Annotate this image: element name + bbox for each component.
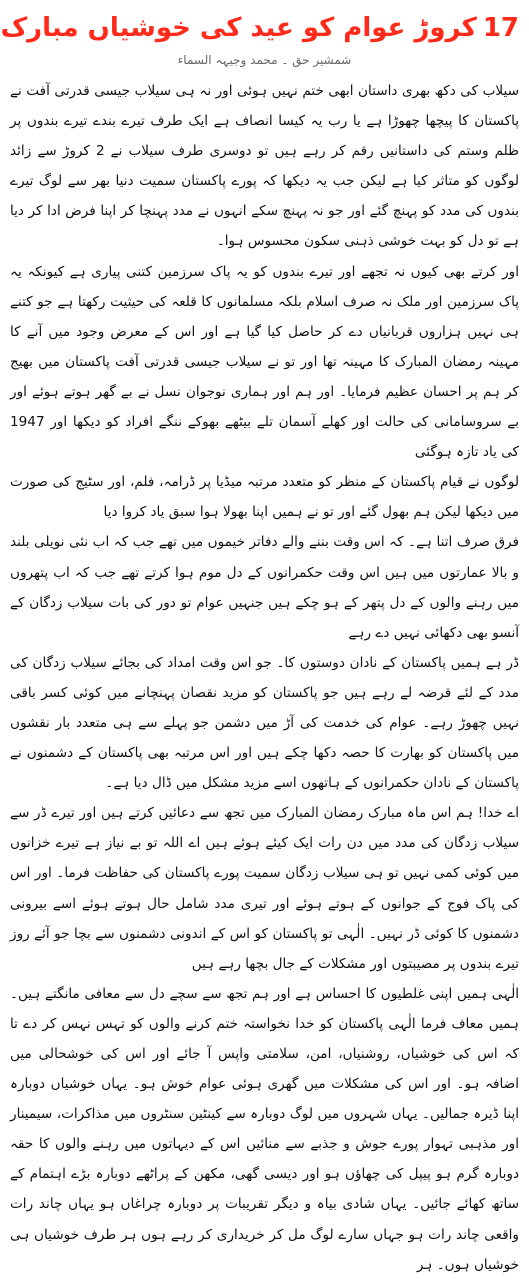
paragraph: فرق صرف اتنا ہے۔ کہ اس وقت بننے والے دفاتر خیموں میں تھے جب کہ اب نئی نویلی بلند و بالا عمارتوں میں ہیں اس وقت حکمرانوں کے دل موم ہوا کرتے تھے جب کہ اب پتھروں میں رہنے والوں کے دل پتھر کے ہو چکے ہیں جنہیں عوام تو دور کی بات سیلاب زدگان کے آنسو بھی دکھائی نہیں دے رہے xyxy=(10,534,519,641)
article-title xyxy=(0,8,519,48)
title-number: 17 xyxy=(482,13,519,43)
paragraph: ڈر ہے ہمیں پاکستان کے نادان دوستوں کا۔ جو اس وقت امداد کی بجائے سیلاب زدگان کی مدد کے لئے قرضہ لے رہے ہیں جو پاکستان کو مزید نقصان پہنچانے میں کوئی کسر باقی نہیں چھوڑ رہے۔ عوام کی خدمت کی آڑ میں دشمن جو پہلے سے ہی متعدد بار نقشوں میں پاکستان کو بھارت کا حصہ دکھا چکے ہیں اور اس مرتبہ بھی پاکستان کے دشمنوں نے پاکستان کے نادان حکمرانوں کے ہاتھوں اسے مزید مشکل میں ڈال دیا ہے۔ xyxy=(10,654,519,792)
title-text: کروڑ عوام کو عید کی خوشیاں مبارک xyxy=(0,13,477,43)
paragraph: الٰہی ہمیں اپنی غلطیوں کا احساس ہے اور ہم تجھ سے سچے دل سے معافی مانگتے ہیں۔ ہمیں معاف فرما الٰہی پاکستان کو خدا نخواستہ ختم کرنے والوں کو تہس نہس کر دے تا کہ اس کی خوشیاں، روشنیاں، امن، سلامتی واپس آ جائے اور اس کی خوشحالی میں اضافہ ہو۔ اور اس کی مشکلات میں گھری ہوئی عوام خوش ہو۔ یہاں خوشیاں دوبارہ اپنا ڈیرہ جمالیں۔ یہاں شہروں میں لوگ دوبارہ سے کینٹین سنٹروں میں مذاکرات، سیمینار اور مذہبی تہوار پورے جوش و جذبے سے منائیں اس کے دیہاتوں میں رہنے والوں کا حقہ دوبارہ گرم ہو پیپل کی چھاؤں ہو اور دیسی گھی، مکھن کے پراٹھے دوبارہ بڑے اہتمام کے ساتھ کھائے جائیں۔ یہاں شادی بیاہ و دیگر تقریبات پر دوبارہ چراغاں ہو یہاں چاند رات واقعی چاند رات ہو جہاں سارے لوگ مل کر خریداری کر رہے ہوں ہر طرف خوشیاں ہی خوشیاں ہوں۔ ہر xyxy=(10,985,519,1273)
article-body xyxy=(10,76,519,1280)
paragraph: اور کرتے بھی کیوں نہ تجھے اور تیرے بندوں کو یہ پاک سرزمین کتنی پیاری ہے کیونکہ یہ پاک سرزمین اور ملک نہ صرف اسلام بلکہ مسلمانوں کا قلعہ کی حیثیت رکھتا ہے جو کتنے ہی نہیں ہزاروں قربانیاں دے کر حاصل کیا گیا ہے اور اس کے معرض وجود میں آنے کا مہینہ رمضان المبارک کا مہینہ تھا اور تو نے سیلاب جیسی قدرتی آفت پاکستان میں بھیج کر ہم پر احسان عظیم فرمایا۔ اور ہم اور ہماری نوجوان نسل نے بے گھر ہوتے ہوئے اور بے سروسامانی کی حالت اور کھلے آسمان تلے بیٹھے بھوکے ننگے افراد کو دیکھا اور 1947 کی یاد تازہ ہوگئی xyxy=(10,263,519,461)
paragraph: سیلاب کی دکھ بھری داستان ابھی ختم نہیں ہوئی اور نہ ہی سیلاب جیسی قدرتی آفت نے پاکستان کا پیچھا چھوڑا ہے یا رب یہ کیسا انصاف ہے ایک طرف تیرے بندے تیرے بندوں پر ظلم وستم کی داستانیں رقم کر رہے ہیں تو دوسری طرف سیلاب نے 2 کروڑ سے زائد لوگوں کو متاثر کیا ہے لیکن جب یہ دیکھا کہ پورے پاکستان سمیت دنیا بھر سے لوگ تیرے بندوں کی مدد کو پہنچ گئے اور جو نہ پہنچ سکے انہوں نے مدد پہنچا کر اپنا فرض ادا کر دیا ہے تو دل کو بہت خوشی ذہنی سکون محسوس ہوا۔ xyxy=(10,83,519,250)
author-byline: شمشیر حق ۔ محمد وجیہہ السماء xyxy=(177,53,352,67)
paragraph: اے خدا! ہم اس ماہ مبارک رمضان المبارک میں تجھ سے دعائیں کرتے ہیں اور تیرے ڈر سے سیلاب زدگان کی مدد میں دن رات ایک کیئے ہوئے ہیں اے اللہ تو بے نیاز ہے تیرے خزانوں میں کوئی کمی نہیں تو ہی سیلاب زدگان سمیت پورے پاکستان کی حفاظت فرما۔ اور اس کی پاک فوج کے جوانوں کے ہوتے ہوئے اور تیری مدد شامل حال ہوتے ہوئے اسے بیرونی دشمنوں کا کوئی ڈر نہیں۔ الٰہی تو پاکستان کو اس کے اندونی دشمنوں سے بچا جو آئے روز تیرے بندوں پر مصیبتوں اور مشکلات کے جال بچھا رہے ہیں xyxy=(10,805,519,972)
paragraph: لوگوں نے قیام پاکستان کے منظر کو متعدد مرتبہ میڈیا پر ڈرامہ، فلم، اور سٹیج کی صورت میں دیکھا لیکن ہم بھول گئے اور تو نے ہمیں اپنا بھولا ہوا سبق یاد کروا دیا xyxy=(10,474,519,521)
